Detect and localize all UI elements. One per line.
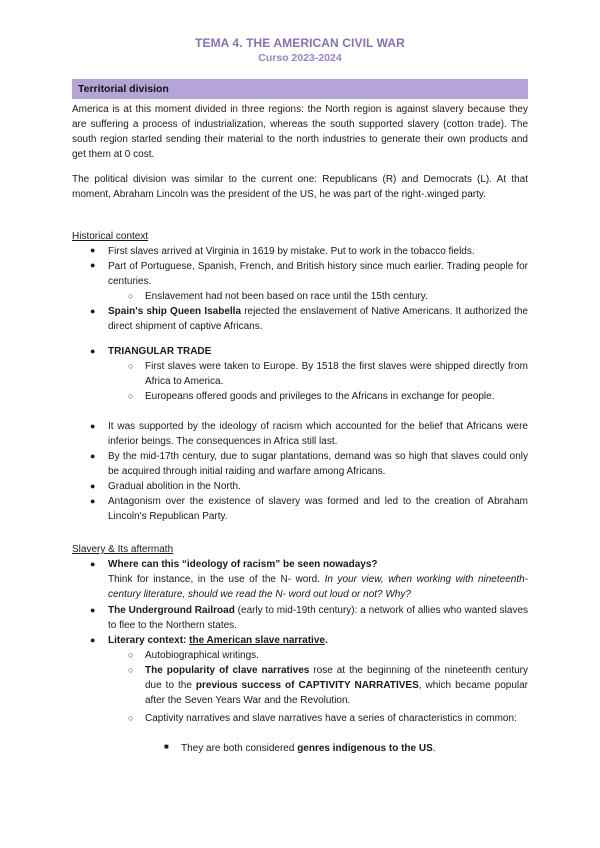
text: (early to mid-19th century): a network of allies who wanted slaves to flee to the Northern states.	[108, 605, 529, 631]
bold-question: Where can this “ideology of racism” be seen nowadays?	[108, 559, 378, 570]
list-item: First slaves arrived at Virginia in 1619 by mistake. Put to work in the tobacco fields.	[108, 246, 475, 257]
list-item: It was supported by the ideology of racism which accounted for the belief that Africans were inferior beings. The consequences in Africa still last.	[108, 421, 528, 447]
list-item: Part of Portuguese, Spanish, French, and British history since much earlier. Trading people for centuries.	[108, 261, 528, 287]
bold-text: Spain's ship Queen Isabella	[108, 306, 242, 317]
sub-list-item: First slaves were taken to Europe. By 1518 the first slaves were shipped directly from Africa to America.	[145, 361, 528, 387]
document-subtitle: Curso 2023-2024	[258, 52, 342, 64]
bullet-icon: ●	[90, 306, 96, 316]
heading-slavery-aftermath: Slavery & Its aftermath	[72, 544, 174, 555]
bullet-icon: ●	[90, 496, 96, 506]
list-item: By the mid-17th century, due to sugar plantations, demand was so high that slaves could only be acquired through initial raiding and warfare among Africans.	[108, 451, 528, 477]
section-label: Territorial division	[78, 83, 169, 95]
bold-text: .	[324, 635, 328, 646]
bullet-icon: ●	[90, 260, 96, 270]
sub-bullet-icon: ○	[128, 361, 134, 371]
bold-text: The popularity of clave narratives	[145, 665, 310, 676]
text: They are both considered	[181, 743, 298, 754]
list-item	[108, 603, 528, 633]
sub-bullet-icon: ○	[128, 713, 134, 723]
text: .	[432, 743, 436, 754]
bullet-icon: ●	[90, 451, 96, 461]
sub-list-item	[145, 663, 528, 708]
sub-bullet-icon: ○	[128, 665, 134, 675]
bullet-icon: ●	[90, 421, 96, 431]
bullet-icon: ●	[90, 481, 96, 491]
list-item	[108, 304, 528, 334]
text: , which became popular after the Seven Years War and the Revolution.	[145, 680, 528, 706]
bold-text: previous success of CAPTIVITY NARRATIVES	[195, 680, 419, 691]
square-bullet-icon: ■	[164, 742, 169, 751]
paragraph-territorial: America is at this moment divided in three regions: the North region is against slavery because they are suffering a process of industrialization, whereas the south supported slavery (cotton trade). The south region started sending their material to the north industries to generate their own products and get them at 0 cost.	[72, 104, 528, 160]
list-item: Antagonism over the existence of slavery was formed and led to the creation of Abraham Lincoln's Republican Party.	[108, 496, 528, 522]
bullet-icon: ●	[90, 635, 96, 645]
section-band-territorial	[72, 79, 528, 99]
sub-list-item: Captivity narratives and slave narratives have a series of characteristics in common:	[145, 713, 517, 724]
sub-bullet-icon: ○	[128, 650, 134, 660]
sub-list-item: Europeans offered goods and privileges to the Africans in exchange for people.	[145, 391, 495, 402]
bullet-icon: ●	[90, 559, 96, 569]
bold-text: genres indigenous to the US	[297, 743, 433, 754]
bullet-icon: ●	[90, 605, 96, 615]
sub-bullet-icon: ○	[128, 291, 134, 301]
sub-bullet-icon: ○	[128, 391, 134, 401]
list-item	[108, 633, 528, 648]
list-item	[108, 557, 528, 602]
italic-text: In your view, when working with nineteenth-century literature, should we read the N- word out loud or not? Why?	[108, 574, 528, 600]
text: rejected the enslavement of Native Americans. It authorized the direct shipment of captive Africans.	[108, 306, 528, 332]
heading-historical-context: Historical context	[72, 231, 149, 242]
sub-list-item: Enslavement had not been based on race until the 15th century.	[145, 291, 428, 302]
list-item: Gradual abolition in the North.	[108, 481, 241, 492]
bold-text: The Underground Railroad	[108, 605, 235, 616]
sub-sub-list-item	[181, 741, 528, 756]
list-item: TRIANGULAR TRADE	[108, 346, 212, 357]
document-title: TEMA 4. THE AMERICAN CIVIL WAR	[195, 36, 405, 50]
bullet-icon: ●	[90, 245, 96, 255]
bullet-icon: ●	[90, 346, 96, 356]
text: Think for instance, in the use of the N- word.	[108, 574, 321, 585]
text: rose at the beginning of the nineteenth century due to the	[145, 665, 529, 691]
paragraph-political: The political division was similar to the current one: Republicans (R) and Democrats (L). At that moment, Abraham Lincoln was the president of the US, he was part of the right-.winged party.	[72, 174, 528, 200]
bold-text: Literary context:	[108, 635, 190, 646]
bold-underlined-text: the American slave narrative	[189, 635, 325, 646]
sub-list-item: Autobiographical writings.	[145, 650, 259, 661]
